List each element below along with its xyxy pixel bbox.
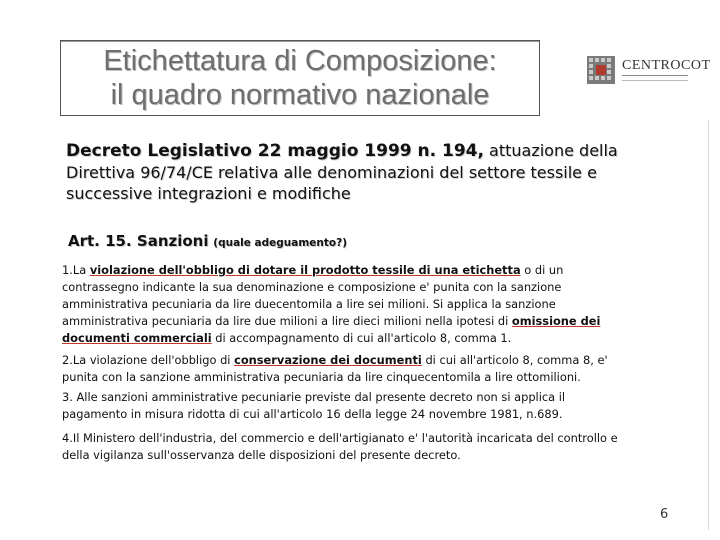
paragraph-3: 3. Alle sanzioni amministrative pecuniarie previste dal presente decreto non si applica il pagamento in misura ridotta di cui all'articolo 16 della legge 24 novembre 1981, n.689. [62, 390, 566, 421]
title-line-2: il quadro normativo nazionale [110, 79, 490, 111]
p1-highlight-2: omissione dei documenti commerciali [62, 314, 601, 345]
paragraph-2 [62, 352, 622, 386]
title-line-1: Etichettatura di Composizione: [103, 45, 497, 77]
page-number: 6 [660, 507, 669, 522]
decree-title: Decreto Legislativo 22 maggio 1999 n. 194, [66, 141, 484, 161]
article-note: (quale adeguamento?) [213, 237, 347, 249]
p2-highlight: conservazione dei documenti [234, 353, 422, 367]
article-title: Art. 15. Sanzioni [68, 232, 209, 250]
right-divider [708, 120, 709, 530]
p1-highlight: violazione dell'obbligo di dotare il prodotto tessile di una etichetta [89, 263, 521, 277]
article-heading [68, 232, 347, 250]
p1-text-a: 1.La [62, 263, 90, 277]
slide-title [60, 40, 540, 116]
p1-text-c: di accompagnamento di cui all'articolo 8, comma 1. [211, 331, 512, 345]
decree-description: attuazione della Direttiva 96/74/CE relativa alle denominazioni del settore tessile e successive integrazioni e modifiche [66, 141, 618, 203]
logo-name: CENTROCOT [622, 58, 711, 73]
logo-mark-icon [586, 55, 616, 85]
paragraph-4: 4.Il Ministero dell'industria, del commercio e dell'artigianato e' l'autorità incaricata del controllo e della vigilanza sull'osservanza delle disposizioni del presente decreto. [62, 431, 618, 462]
p2-text-a: 2.La violazione dell'obbligo di [62, 353, 235, 367]
decree-heading [66, 140, 666, 204]
logo-underline [622, 75, 688, 81]
p1-text-b: o di un contrassegno indicante la sua denominazione e composizione e' punita con la sanzione amministrativa pecuniaria da lire duecentomila a lire sei milioni. Si applica la sanzione amministrativa pecuniaria da lire due milioni a lire dieci milioni nella ipotesi di [62, 263, 564, 328]
p2-text-b: di cui all'articolo 8, comma 8, e' punita con la sanzione amministrativa pecuniaria da lire cinquecentomila a lire ottomilioni. [62, 353, 608, 384]
paragraph-1 [62, 262, 622, 347]
centrocot-logo [586, 55, 711, 85]
